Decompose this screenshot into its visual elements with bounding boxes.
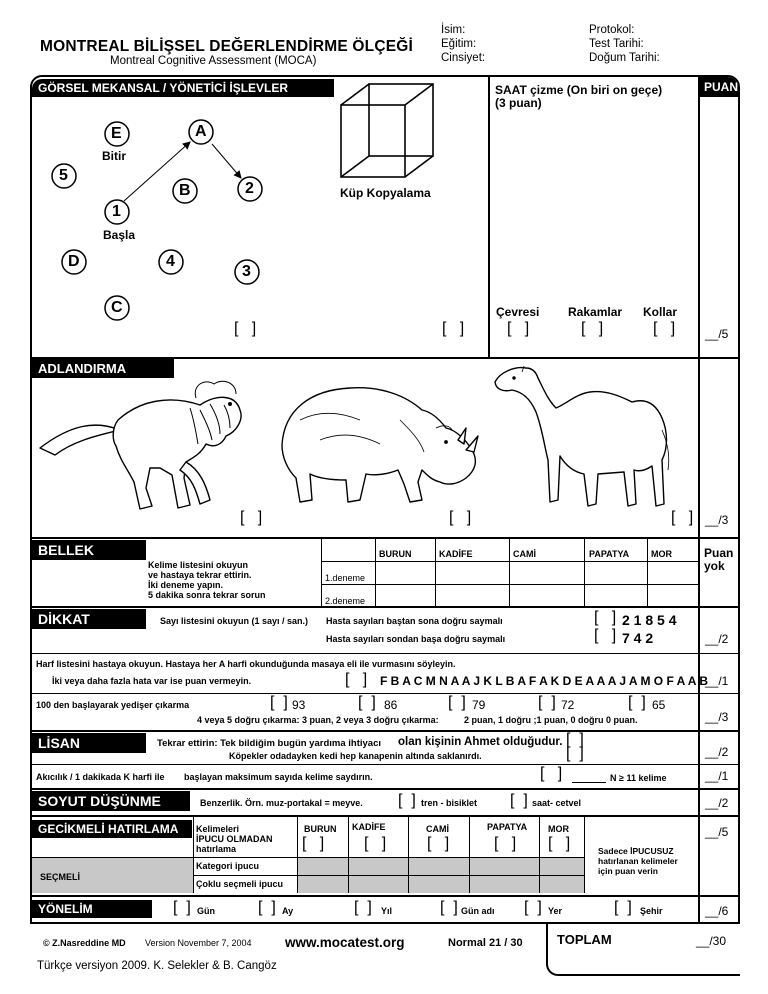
delayed-grid-line (32, 857, 193, 858)
trail-label-5: 5 (59, 167, 68, 184)
delayed-row3: Çoklu seçmeli ipucu (196, 879, 284, 889)
delayed-grid-line (193, 857, 584, 858)
attention-serial-rule-a: 4 veya 5 doğru çıkarma: 3 puan, 2 veya 3 doğru çıkarma: (197, 715, 439, 725)
language-fluency-score[interactable]: __/1 (705, 769, 729, 783)
memory-grid-line (321, 539, 322, 607)
memory-word-kadife: KADİFE (439, 549, 473, 559)
memory-grid-line (375, 539, 376, 607)
field-dogum-tarihi[interactable]: Doğum Tarihi: (589, 52, 660, 64)
page-subtitle: Montreal Cognitive Assessment (MOCA) (110, 55, 317, 67)
field-egitim[interactable]: Eğitim: (441, 38, 477, 50)
delayed-row1-c: hatırlama (196, 844, 237, 854)
delayed-grid-line (193, 875, 584, 876)
abstraction-instr: Benzerlik. Örn. muz-portakal = meyve. (200, 798, 363, 808)
abstraction-item-2: saat- cetvel (532, 798, 582, 808)
delayed-bracket-mor[interactable]: [ ] (548, 835, 571, 852)
cube-label: Küp Kopyalama (340, 186, 431, 200)
delayed-row1-b: İPUCU OLMADAN (196, 834, 273, 844)
language-repeat-s2: Köpekler odadayken kedi hep kanapenin altında saklanırdı. (229, 751, 482, 761)
delayed-grid-line (469, 817, 470, 893)
delayed-word-mor: MOR (548, 824, 569, 834)
memory-word-burun: BURUN (379, 549, 412, 559)
footer-site[interactable]: www.mocatest.org (285, 935, 405, 950)
language-row-divider (30, 764, 740, 765)
clock-cevresi-bracket[interactable]: [ ] (507, 320, 530, 337)
memory-grid-line (647, 539, 648, 607)
orientation-gun-adi: Gün adı (461, 906, 495, 916)
serial-value-5: 65 (652, 698, 666, 712)
attention-forward-bracket[interactable]: [ ] (594, 609, 617, 626)
clock-rakamlar-bracket[interactable]: [ ] (581, 320, 604, 337)
orientation-bracket-sehir[interactable]: [ ] (614, 899, 632, 916)
trail-label-3: 3 (242, 263, 251, 280)
attention-letter-list: F B A C M N A A J K L B A F A K D E A A A J A M O F A A B (380, 674, 708, 688)
abstraction-header: SOYUT DÜŞÜNME (32, 791, 190, 811)
visuospatial-header: GÖRSEL MEKANSAL / YÖNETİCİ İŞLEVLER (32, 79, 334, 97)
delayed-score[interactable]: __/5 (705, 825, 729, 839)
delayed-grid-line (408, 817, 409, 893)
serial-bracket-2[interactable]: [ ] (358, 694, 376, 711)
naming-score[interactable]: __/3 (705, 513, 729, 527)
serial-value-2: 86 (384, 698, 398, 712)
naming-header: ADLANDIRMA (32, 359, 174, 378)
memory-word-mor: MOR (651, 549, 672, 559)
delayed-word-burun: BURUN (304, 824, 337, 834)
serial-bracket-4[interactable]: [ ] (538, 694, 556, 711)
trail-label-4: 4 (166, 253, 175, 270)
attention-backward-digits: 7 4 2 (622, 630, 654, 646)
total-label: TOPLAM (557, 932, 612, 947)
attention-header: DİKKAT (32, 609, 146, 629)
attention-digits-instr: Sayı listesini okuyun (1 sayı / san.) (160, 616, 309, 626)
delayed-row1-a: Kelimeleri (196, 824, 240, 834)
visuospatial-score[interactable]: __/5 (705, 327, 729, 341)
attention-letters-score[interactable]: __/1 (705, 674, 729, 688)
attention-digits-score[interactable]: __/2 (705, 632, 729, 646)
memory-instr-3: İki deneme yapın. (148, 580, 224, 590)
serial-value-4: 72 (561, 698, 575, 712)
delayed-word-papatya: PAPATYA (487, 822, 528, 832)
delayed-note-1: Sadece İPUCUSUZ (598, 846, 674, 856)
orientation-score[interactable]: __/6 (705, 904, 729, 918)
memory-instr-2: ve hastaya tekrar ettirin. (148, 570, 252, 580)
trail-label-e: E (111, 125, 122, 142)
memory-trial-1: 1.deneme (325, 573, 366, 583)
attention-letters-bracket[interactable]: [ ] (345, 671, 368, 688)
delayed-note-2: hatırlanan kelimeler (598, 856, 678, 866)
orientation-sehir: Şehir (640, 906, 663, 916)
section-divider-6 (30, 815, 740, 817)
total-score[interactable]: __/30 (696, 934, 727, 948)
attention-letters-instr: Harf listesini hastaya okuyun. Hastaya her A harfi okunduğunda masaya eli ile vurmasını söyleyin. (36, 659, 456, 669)
clock-item-cevresi: Çevresi (496, 305, 540, 319)
delayed-word-kadife: KADİFE (352, 822, 386, 832)
orientation-ay: Ay (282, 906, 294, 916)
abstraction-bracket-1[interactable]: [ ] (398, 792, 416, 809)
orientation-bracket-yer[interactable]: [ ] (524, 899, 542, 916)
clock-item-rakamlar: Rakamlar (568, 305, 623, 319)
attention-serial-instr: 100 den başlayarak yedişer çıkarma (36, 700, 190, 710)
language-repeat-score[interactable]: __/2 (705, 745, 729, 759)
footer-turkish-version: Türkçe versiyon 2009. K. Selekler & B. Cangöz (37, 960, 277, 972)
clock-item-kollar: Kollar (643, 305, 678, 319)
trail-label-2: 2 (245, 180, 254, 197)
cube-score-bracket[interactable]: [ ] (442, 320, 465, 337)
attention-forward-digits: 2 1 8 5 4 (622, 612, 677, 628)
total-box (546, 922, 740, 976)
memory-grid-line (435, 539, 436, 607)
abstraction-bracket-2[interactable]: [ ] (510, 792, 528, 809)
delayed-note-3: için puan verin (598, 866, 658, 876)
section-divider-7 (30, 895, 740, 897)
field-protokol[interactable]: Protokol: (589, 24, 635, 36)
puan-header: PUAN (704, 80, 739, 94)
serial-bracket-5[interactable]: [ ] (628, 694, 646, 711)
attention-serial-score[interactable]: __/3 (705, 710, 729, 724)
delayed-grid-line (539, 817, 540, 893)
clock-points: (3 puan) (495, 96, 542, 110)
language-fluency-instr2: başlayan maksimum sayıda kelime saydırın. (184, 772, 373, 782)
memory-grid-line (509, 539, 510, 607)
section-divider-5 (30, 788, 740, 790)
attention-row-divider (30, 653, 740, 654)
serial-value-1: 93 (292, 698, 306, 712)
memory-grid-line (321, 584, 698, 585)
naming-lion-bracket[interactable]: [ ] (240, 509, 263, 526)
trail-basla: Başla (103, 228, 136, 242)
naming-rhino-bracket[interactable]: [ ] (449, 509, 472, 526)
delayed-bracket-papatya[interactable]: [ ] (494, 835, 517, 852)
delayed-header: GECİKMELİ HATIRLAMA (32, 820, 192, 838)
delayed-bracket-cami[interactable]: [ ] (427, 835, 450, 852)
naming-camel-bracket[interactable]: [ ] (671, 509, 694, 526)
orientation-yer: Yer (548, 906, 563, 916)
attention-backward-instr: Hasta sayıları sondan başa doğru saymalı (326, 634, 506, 644)
delayed-grid-line (193, 817, 194, 893)
footer-normal: Normal 21 / 30 (448, 937, 523, 949)
orientation-bracket-yil[interactable]: [ ] (354, 899, 372, 916)
memory-instr-4: 5 dakika sonra tekrar sorun (148, 590, 266, 600)
serial-bracket-1[interactable]: [ ] (270, 694, 288, 711)
trail-bitir: Bitir (102, 149, 126, 163)
attention-forward-instr: Hasta sayıları baştan sona doğru saymalı (326, 616, 503, 626)
abstraction-score[interactable]: __/2 (705, 796, 729, 810)
memory-trial-2: 2.deneme (325, 596, 366, 606)
field-cinsiyet[interactable]: Cinsiyet: (441, 52, 486, 64)
delayed-row2: Kategori ipucu (196, 861, 260, 871)
section-divider-3 (30, 606, 740, 608)
clock-title: SAAT çizme (On biri on geçe) (495, 83, 663, 97)
delayed-bracket-kadife[interactable]: [ ] (364, 835, 387, 852)
memory-no-score-1: Puan (704, 546, 734, 560)
orientation-bracket-ay[interactable]: [ ] (258, 899, 276, 916)
memory-instr-1: Kelime listesini okuyun (148, 560, 249, 570)
serial-value-3: 79 (472, 698, 486, 712)
orientation-bracket-gun[interactable]: [ ] (173, 899, 191, 916)
delayed-grid-line (348, 817, 349, 893)
trail-label-1: 1 (112, 203, 121, 220)
trail-score-bracket[interactable]: [ ] (234, 320, 257, 337)
trail-label-a: A (195, 123, 207, 140)
attention-letters-rule: İki veya daha fazla hata var ise puan vermeyin. (52, 676, 252, 686)
language-fluency-instr: Akıcılık / 1 dakikada K harfi ile (36, 772, 165, 782)
memory-grid-line (584, 539, 585, 607)
abstraction-item-1: tren - bisiklet (421, 798, 478, 808)
delayed-bracket-burun[interactable]: [ ] (302, 835, 325, 852)
language-repeat-s1-end: olan kişinin Ahmet olduğudur. (398, 736, 563, 748)
trail-label-b: B (179, 182, 191, 199)
clock-kollar-bracket[interactable]: [ ] (653, 320, 676, 337)
footer-version: Version November 7, 2004 (145, 938, 252, 948)
memory-grid-line (321, 561, 698, 562)
field-test-tarihi[interactable]: Test Tarihi: (589, 38, 644, 50)
language-fluency-criterion: N ≥ 11 kelime (610, 773, 667, 783)
language-repeat-instr: Tekrar ettirin: Tek bildiğim bugün yardıma ihtiyacı (157, 738, 381, 749)
memory-word-cami: CAMİ (513, 549, 536, 559)
footer-copyright: © Z.Nasreddine MD (43, 938, 126, 948)
fluency-count-line (572, 782, 606, 783)
delayed-grid-line (297, 817, 298, 893)
trail-label-c: C (111, 299, 123, 316)
fluency-bracket[interactable]: [ ] (540, 765, 563, 782)
memory-header: BELLEK (32, 540, 146, 560)
delayed-word-cami: CAMİ (426, 824, 449, 834)
orientation-yil: Yıl (381, 906, 393, 916)
attention-serial-rule-b: 2 puan, 1 doğru ;1 puan, 0 doğru 0 puan. (464, 715, 638, 725)
repeat-bracket-1[interactable]: [ ] (566, 731, 584, 748)
memory-no-score-2: yok (704, 559, 725, 573)
serial-bracket-3[interactable]: [ ] (448, 694, 466, 711)
memory-word-papatya: PAPATYA (589, 549, 630, 559)
delayed-secmeli: SEÇMELİ (40, 872, 81, 882)
language-header: LİSAN (32, 733, 146, 753)
attention-backward-bracket[interactable]: [ ] (594, 627, 617, 644)
orientation-bracket-gun-adi[interactable]: [ ] (440, 899, 458, 916)
section-divider-4 (30, 730, 740, 732)
orientation-header: YÖNELİM (32, 900, 152, 918)
orientation-gun: Gün (197, 906, 215, 916)
trail-label-d: D (68, 253, 80, 270)
delayed-grid-line (584, 817, 585, 893)
page-title: MONTREAL BİLİŞSEL DEĞERLENDİRME ÖLÇEĞİ (40, 38, 414, 55)
section-divider-2 (30, 537, 740, 539)
repeat-bracket-2[interactable]: [ ] (566, 745, 584, 762)
field-isim[interactable]: İsim: (441, 24, 466, 36)
